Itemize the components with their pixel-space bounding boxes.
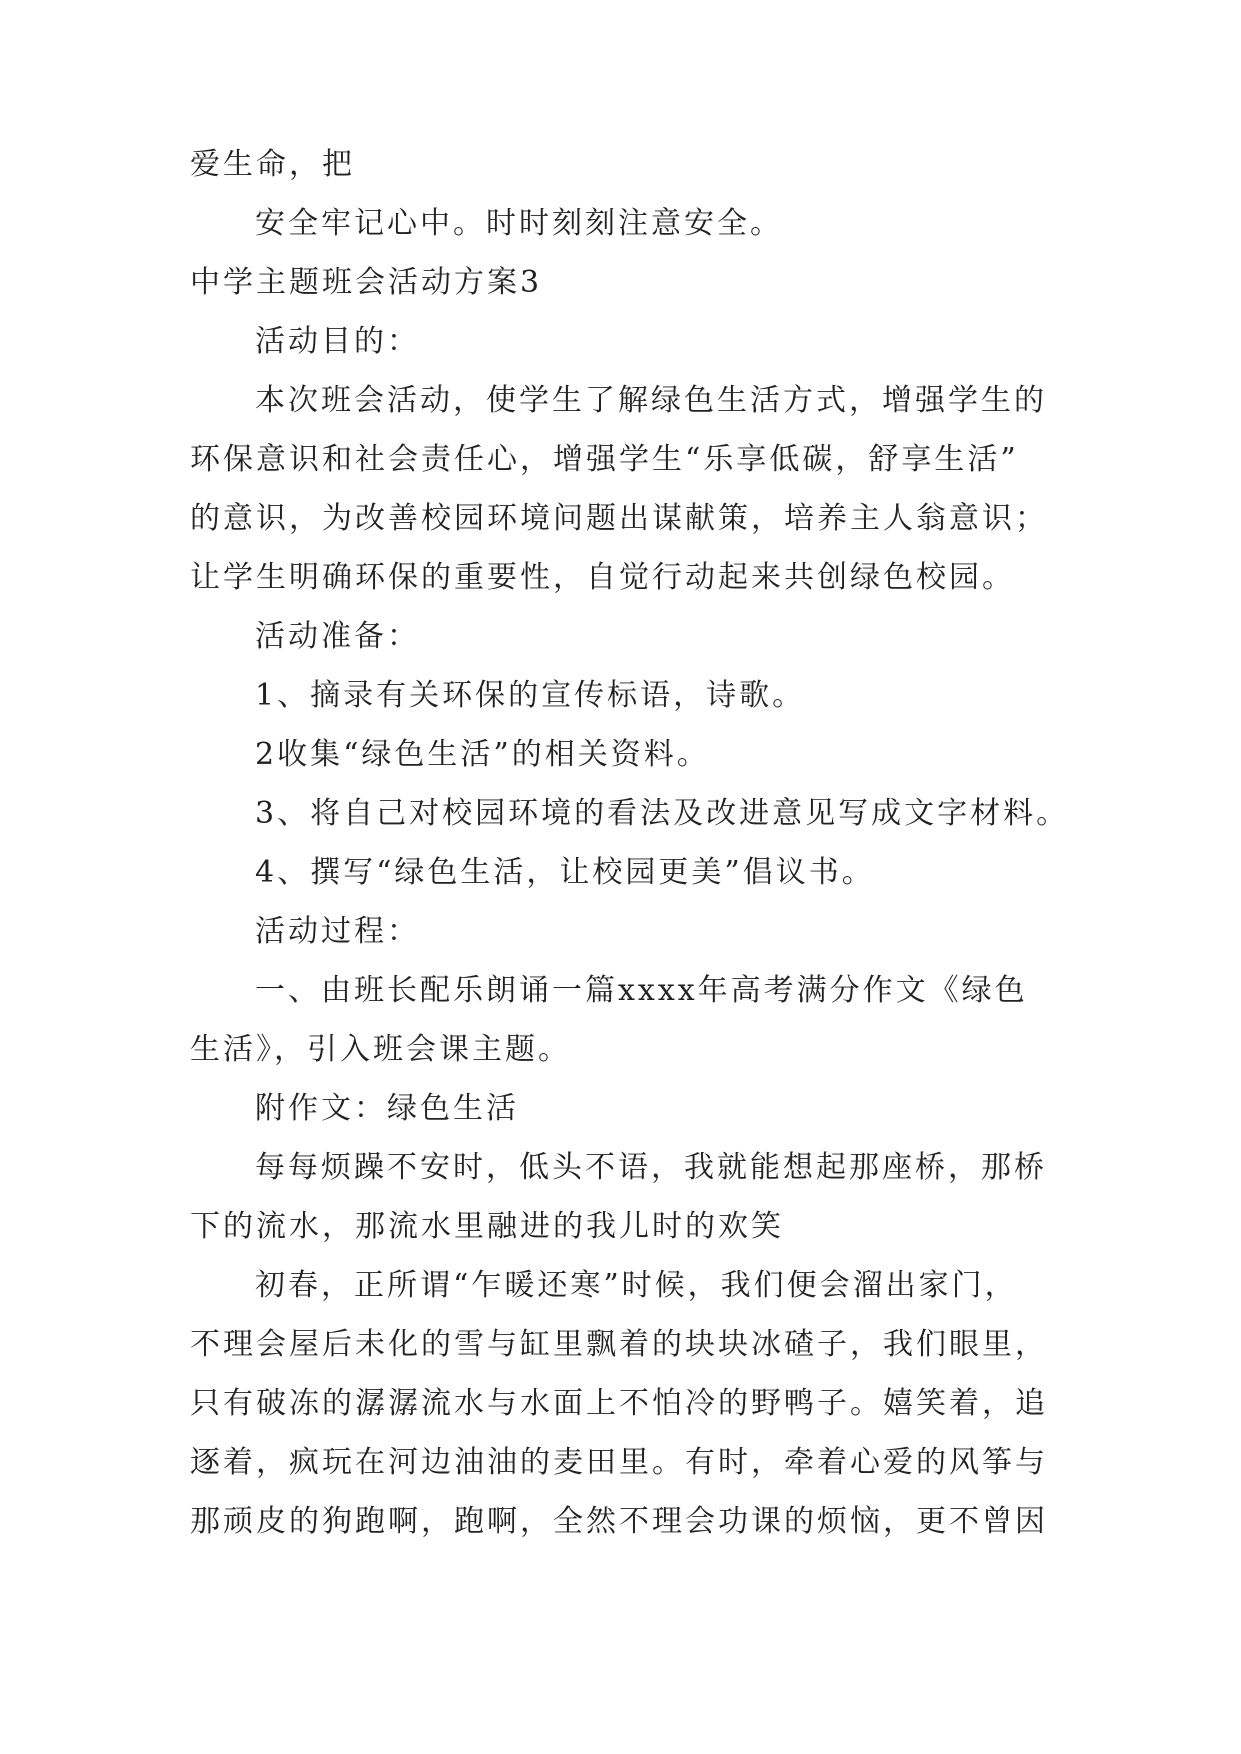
text-line: 环保意识和社会责任心，增强学生“乐享低碳，舒享生活” — [190, 442, 1019, 477]
text-line: 爱生命，把 — [190, 147, 355, 182]
subheading: 活动过程： — [255, 914, 420, 949]
text-line: 初春，正所谓“乍暖还寒”时候，我们便会溜出家门， — [255, 1268, 1018, 1303]
list-item: 4、撰写“绿色生活，让校园更美”倡议书。 — [255, 855, 875, 890]
text-line: 安全牢记心中。时时刻刻注意安全。 — [255, 206, 783, 241]
text-line: 逐着，疯玩在河边油油的麦田里。有时，牵着心爱的风筝与 — [190, 1445, 1048, 1480]
text-line: 附作文：绿色生活 — [255, 1091, 519, 1126]
text-line: 一、由班长配乐朗诵一篇xxxx年高考满分作文《绿色 — [255, 973, 1028, 1008]
section-heading: 中学主题班会活动方案3 — [190, 265, 543, 300]
text-line: 不理会屋后未化的雪与缸里飘着的块块冰碴子，我们眼里， — [190, 1327, 1048, 1362]
list-item: 1、摘录有关环保的宣传标语，诗歌。 — [255, 678, 806, 713]
list-item: 3、将自己对校园环境的看法及改进意见写成文字材料。 — [255, 796, 1070, 831]
text-line: 让学生明确环保的重要性，自觉行动起来共创绿色校园。 — [190, 560, 1015, 595]
text-line: 每每烦躁不安时，低头不语，我就能想起那座桥，那桥 — [255, 1150, 1047, 1185]
text-line: 本次班会活动，使学生了解绿色生活方式，增强学生的 — [255, 383, 1047, 418]
text-line: 只有破冻的潺潺流水与水面上不怕冷的野鸭子。嬉笑着，追 — [190, 1386, 1048, 1421]
subheading: 活动准备： — [255, 619, 420, 654]
text-line: 生活》，引入班会课主题。 — [190, 1032, 571, 1067]
text-line: 下的流水，那流水里融进的我儿时的欢笑 — [190, 1209, 784, 1244]
text-line: 的意识，为改善校园环境问题出谋献策，培养主人翁意识； — [190, 501, 1048, 536]
text-line: 那顽皮的狗跑啊，跑啊，全然不理会功课的烦恼，更不曾因 — [190, 1504, 1048, 1539]
subheading: 活动目的： — [255, 324, 420, 359]
list-item: 2收集“绿色生活”的相关资料。 — [255, 737, 710, 772]
